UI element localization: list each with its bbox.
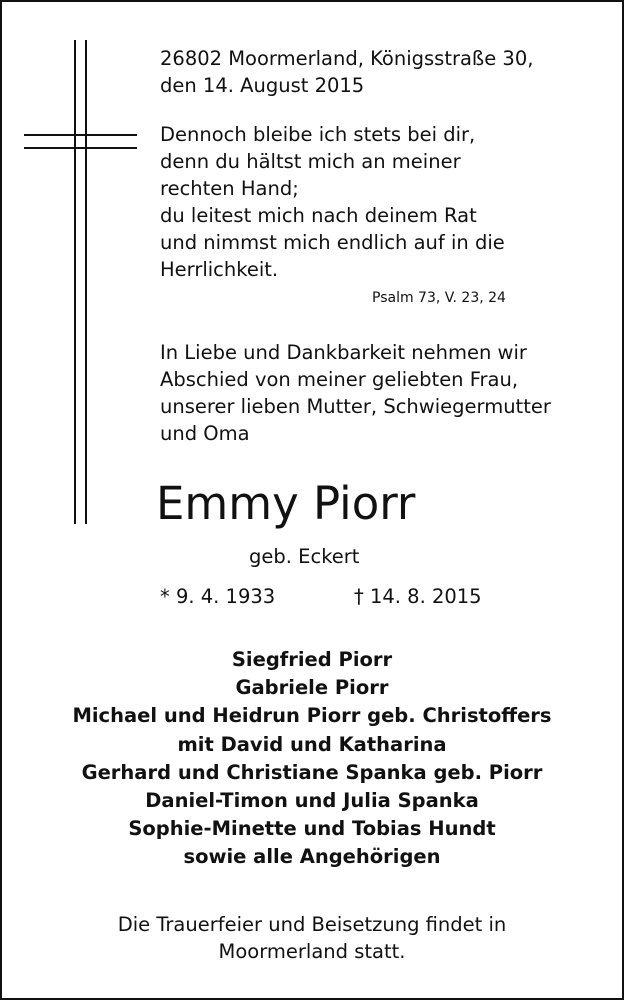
deceased-name: Emmy Piorr [156,477,416,530]
maiden-name: geb. Eckert [249,545,360,568]
mourner-line: Siegfried Piorr [231,648,393,671]
verse-line: denn du hältst mich an meiner [160,150,461,173]
verse-line: und nimmst mich endlich auf in die [160,231,505,254]
service-info [2,911,622,965]
mourners-list [2,646,622,872]
mourner-line: Gabriele Piorr [235,676,389,700]
service-line: Moormerland statt. [218,940,406,963]
death-date: † 14. 8. 2015 [354,585,482,608]
verse-line: rechten Hand; [160,177,299,200]
mourner-line: mit David und Katharina [177,732,447,756]
birth-date: * 9. 4. 1933 [160,585,276,608]
bible-verse [160,121,505,283]
address-line: 26802 Moormerland, Königsstraße 30, [160,47,534,70]
verse-line: Herrlichkeit. [160,258,279,281]
farewell-line: In Liebe und Dankbarkeit nehmen wir [160,341,527,364]
mourner-line: Sophie-Minette und Tobias Hundt [128,817,496,841]
cross-icon-vertical-beam [74,40,87,524]
place-and-date [160,45,533,99]
farewell-line: Abschied von meiner geliebten Frau, [160,368,519,391]
date-line: den 14. August 2015 [160,74,365,97]
mourner-line: sowie alle Angehörigen [183,845,441,869]
service-line: Die Trauerfeier und Beisetzung findet in [117,913,507,936]
farewell-line: unserer lieben Mutter, Schwiegermutter [160,395,551,418]
mourner-line: Daniel-Timon und Julia Spanka [145,789,479,813]
mourner-line: Gerhard und Christiane Spanka geb. Piorr [81,760,543,784]
farewell-line: und Oma [160,422,250,445]
cross-icon-horizontal-beam [24,134,137,149]
mourner-line: Michael und Heidrun Piorr geb. Christoffers [72,704,552,728]
verse-reference: Psalm 73, V. 23, 24 [372,290,506,306]
verse-line: du leitest mich nach deinem Rat [160,204,477,227]
farewell-text [160,339,551,447]
verse-line: Dennoch bleibe ich stets bei dir, [160,123,476,146]
